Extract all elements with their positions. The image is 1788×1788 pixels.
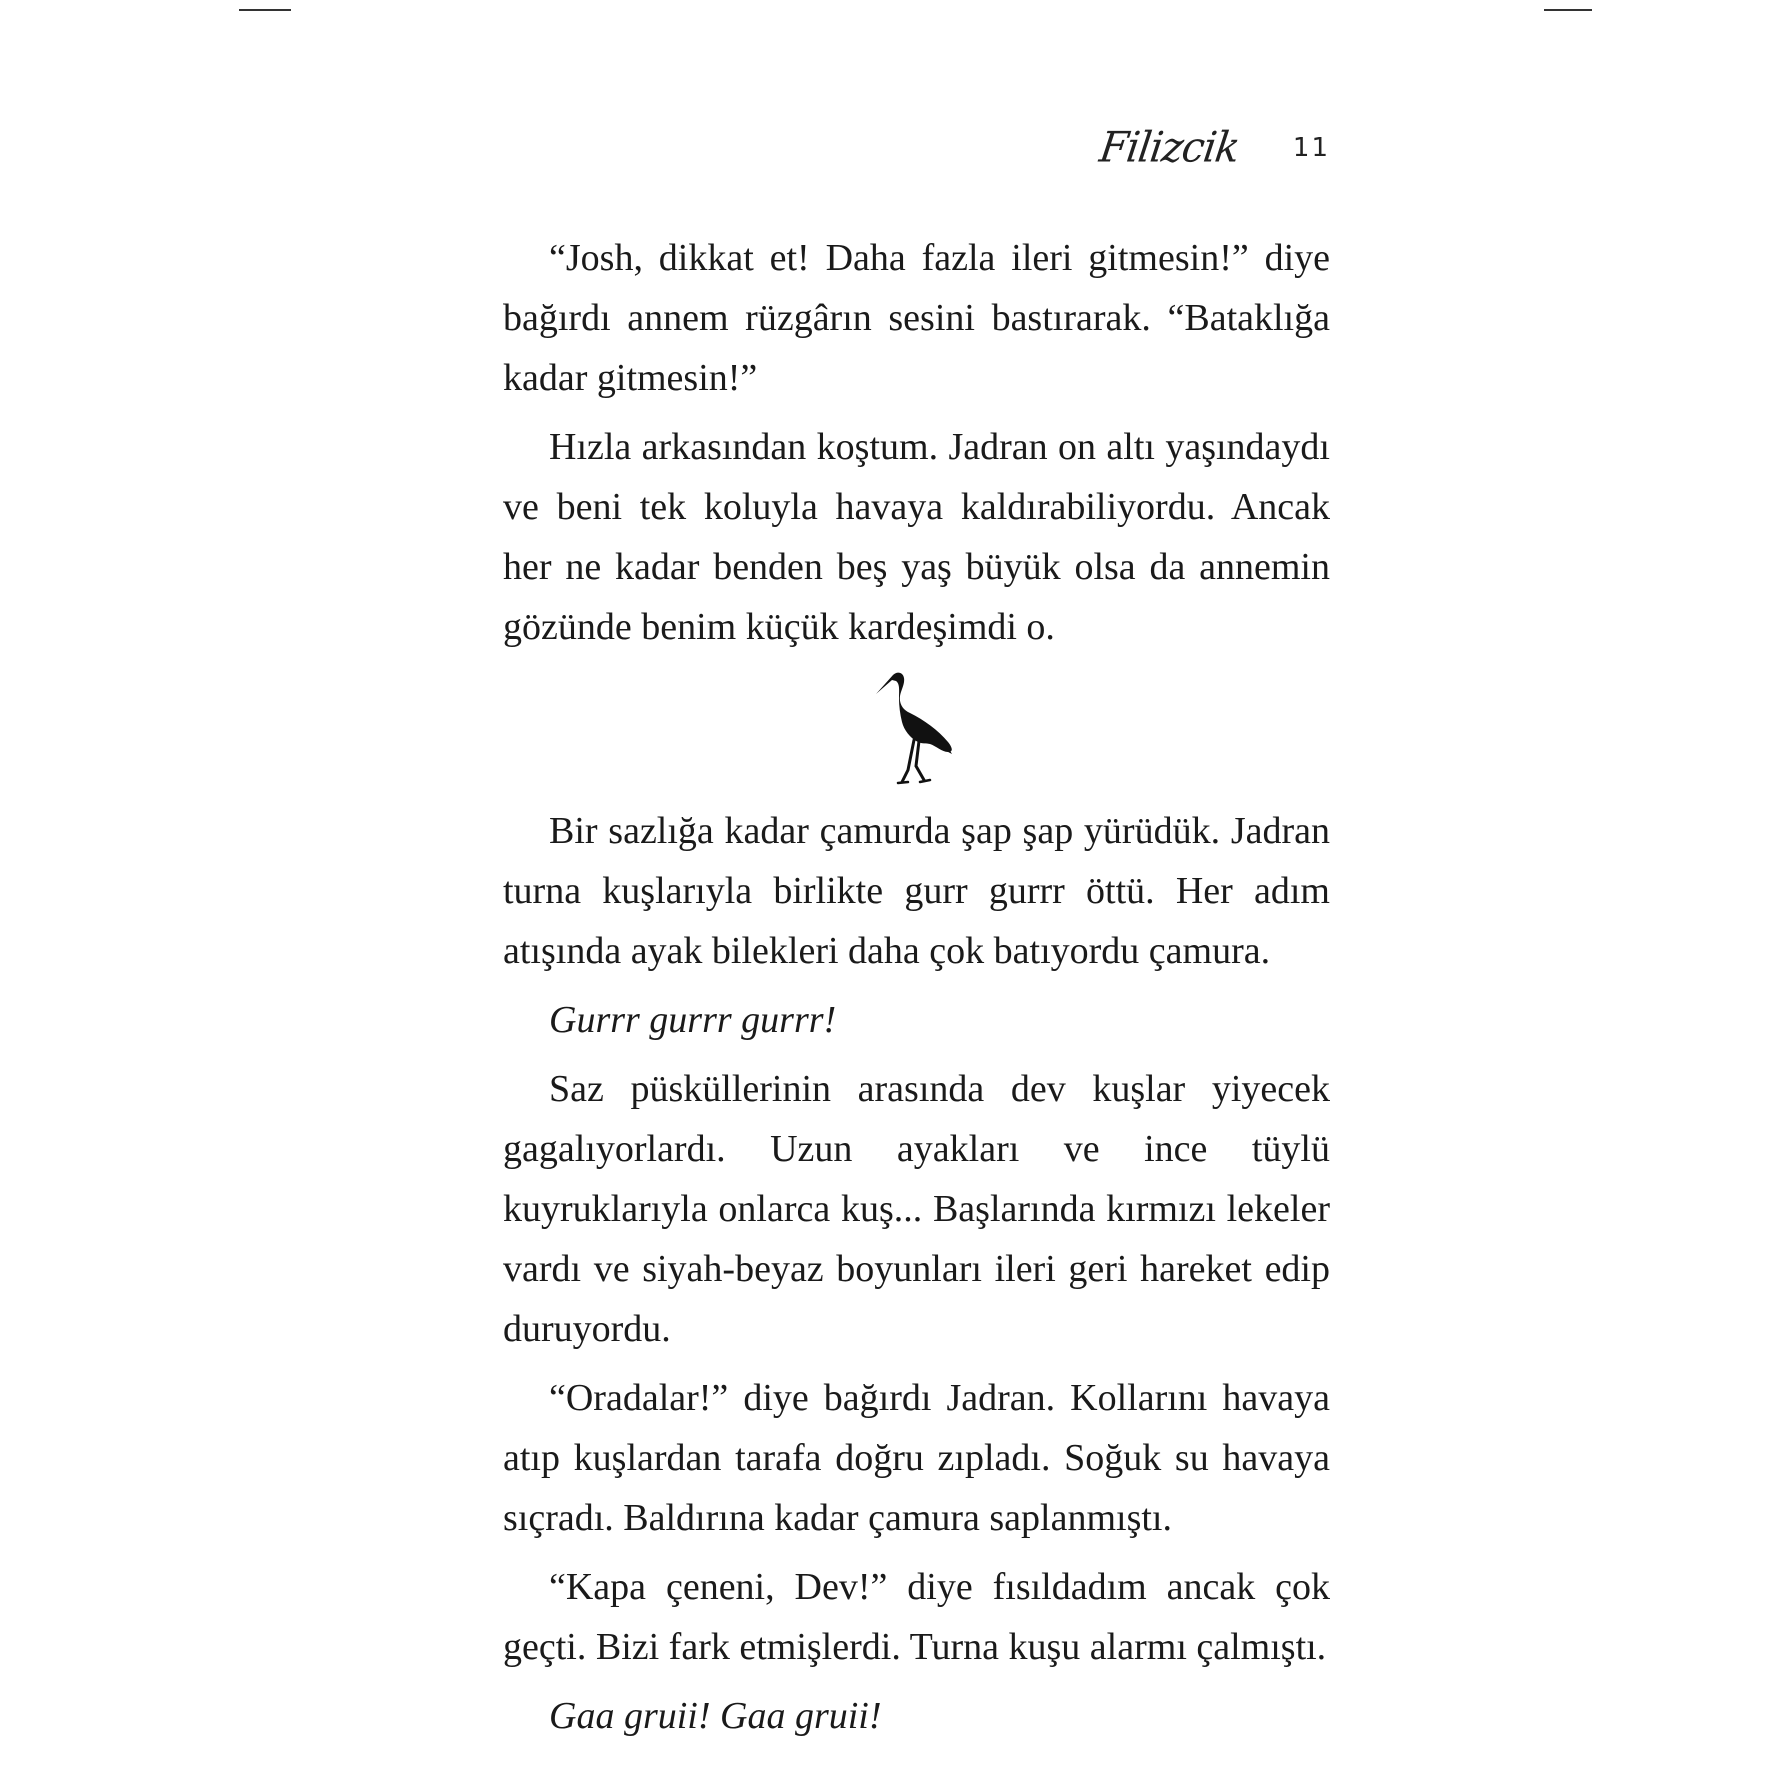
section-ornament <box>503 666 1330 791</box>
running-head <box>1096 118 1330 178</box>
paragraph: “Oradalar!” diye bağırdı Jadran. Kollarını havaya atıp kuşlardan tarafa doğru zıpladı. Soğuk su havaya sıçradı. Baldırına kadar çamura saplanmıştı. <box>503 1377 1330 1539</box>
paragraph-italic: Gurrr gurrr gurrr! <box>549 999 837 1041</box>
body-text <box>503 228 1330 1755</box>
paragraph: Saz püsküllerinin arasında dev kuşlar yiyecek gagalıyorlardı. Uzun ayakları ve ince tüylü kuyruklarıyla onlarca kuş... Başlarında kırmızı lekeler vardı ve siyah-beyaz boyunları ileri geri hareket edip duruyordu. <box>503 1068 1330 1350</box>
crop-mark-left <box>239 9 291 11</box>
paragraph: “Kapa çeneni, Dev!” diye fısıldadım ancak çok geçti. Bizi fark etmişlerdi. Turna kuşu alarmı çalmıştı. <box>503 1566 1330 1668</box>
paragraph: Hızla arkasından koştum. Jadran on altı yaşındaydı ve beni tek koluyla havaya kaldırabiliyordu. Ancak her ne kadar benden beş yaş büyük olsa da annemin gözünde benim küçük kardeşimdi o. <box>503 426 1330 648</box>
page-number: 11 <box>1292 133 1330 163</box>
book-title: Filizcik <box>1096 123 1243 173</box>
crane-silhouette-icon <box>872 666 962 786</box>
crop-mark-right <box>1544 9 1592 11</box>
paragraph: Bir sazlığa kadar çamurda şap şap yürüdük. Jadran turna kuşlarıyla birlikte gurr gurrr öttü. Her adım atışında ayak bilekleri daha çok batıyordu çamura. <box>503 810 1330 972</box>
paragraph: “Josh, dikkat et! Daha fazla ileri gitmesin!” diye bağırdı annem rüzgârın sesini bastırarak. “Bataklığa kadar gitmesin!” <box>503 237 1330 399</box>
paragraph-italic: Gaa gruii! Gaa gruii! <box>549 1695 882 1737</box>
